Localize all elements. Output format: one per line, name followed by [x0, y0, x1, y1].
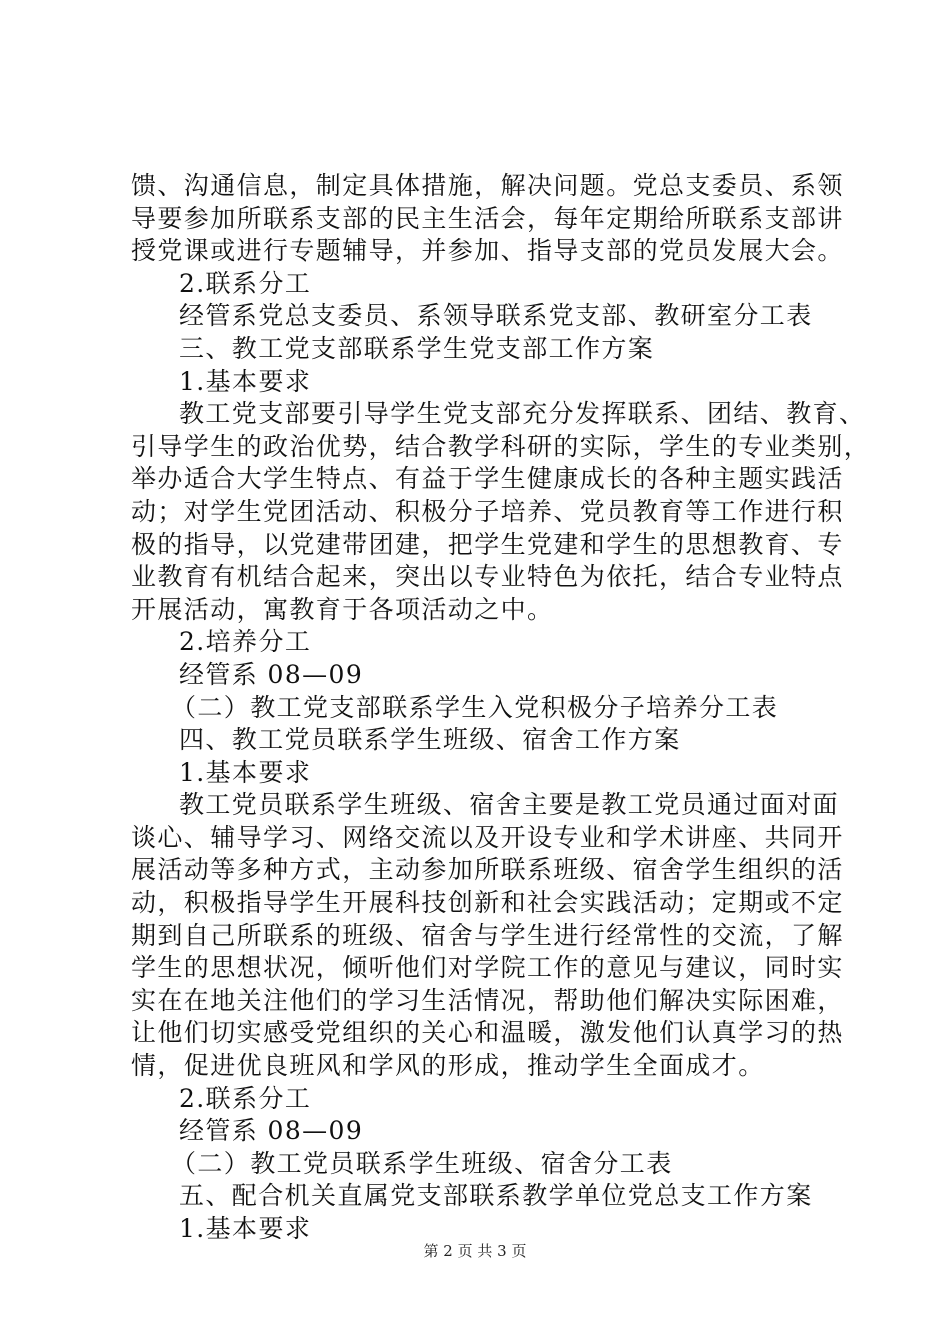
subheading-line: 1.基本要求: [179, 1214, 312, 1243]
body-line: 经管系 08—09: [179, 1116, 364, 1146]
document-body: [131, 170, 871, 1246]
body-line: 谈心、辅导学习、网络交流以及开设专业和学术讲座、共同开: [131, 822, 844, 852]
subheading-line: 1.基本要求: [179, 757, 312, 787]
body-line: 开展活动，寓教育于各项活动之中。: [131, 594, 554, 624]
body-line: 让他们切实感受党组织的关心和温暖，激发他们认真学习的热: [131, 1018, 844, 1048]
body-line: 授党课或进行专题辅导，并参加、指导支部的党员发展大会。: [131, 236, 844, 266]
table-caption: （二）教工党支部联系学生入党积极分子培养分工表: [171, 692, 779, 722]
body-line: 情，促进优良班风和学风的形成，推动学生全面成才。: [131, 1051, 765, 1081]
body-line: 导要参加所联系支部的民主生活会，每年定期给所联系支部讲: [131, 203, 844, 233]
table-caption: （二）教工党员联系学生班级、宿舍分工表: [171, 1148, 673, 1178]
body-line: 实在在地关注他们的学习生活情况，帮助他们解决实际困难，: [131, 985, 844, 1015]
body-line: 动；对学生党团活动、积极分子培养、党员教育等工作进行积: [131, 496, 844, 526]
body-line: 动，积极指导学生开展科技创新和社会实践活动；定期或不定: [131, 888, 844, 918]
section-heading: 四、教工党员联系学生班级、宿舍工作方案: [179, 725, 681, 755]
body-line: 学生的思想状况，倾听他们对学院工作的意见与建议，同时实: [131, 953, 844, 983]
body-line: 经管系党总支委员、系领导联系党支部、教研室分工表: [179, 301, 813, 331]
body-line: 展活动等多种方式，主动参加所联系班级、宿舍学生组织的活: [131, 855, 844, 885]
subheading-line: 2.联系分工: [179, 268, 312, 298]
subheading-line: 1.基本要求: [179, 366, 312, 396]
subheading-line: 2.联系分工: [179, 1083, 312, 1113]
body-line: 举办适合大学生特点、有益于学生健康成长的各种主题实践活: [131, 464, 844, 494]
paragraph-first-line: 教工党员联系学生班级、宿舍主要是教工党员通过面对面: [179, 790, 840, 820]
subheading-line: 2.培养分工: [179, 627, 312, 657]
body-line: 期到自己所联系的班级、宿舍与学生进行经常性的交流，了解: [131, 920, 844, 950]
body-line: 极的指导，以党建带团建，把学生党建和学生的思想教育、专: [131, 529, 844, 559]
paragraph-first-line: 教工党支部要引导学生党支部充分发挥联系、团结、教育、: [179, 399, 866, 429]
section-heading: 五、配合机关直属党支部联系教学单位党总支工作方案: [179, 1181, 813, 1211]
body-line: 业教育有机结合起来，突出以专业特色为依托，结合专业特点: [131, 562, 844, 592]
body-line: 馈、沟通信息，制定具体措施，解决问题。党总支委员、系领: [131, 171, 844, 200]
body-line: 经管系 08—09: [179, 659, 364, 689]
page-number-footer: 第 2 页 共 3 页: [423, 1242, 527, 1260]
section-heading: 三、教工党支部联系学生党支部工作方案: [179, 333, 655, 363]
body-line: 引导学生的政治优势，结合教学科研的实际，学生的专业类别，: [131, 431, 871, 461]
